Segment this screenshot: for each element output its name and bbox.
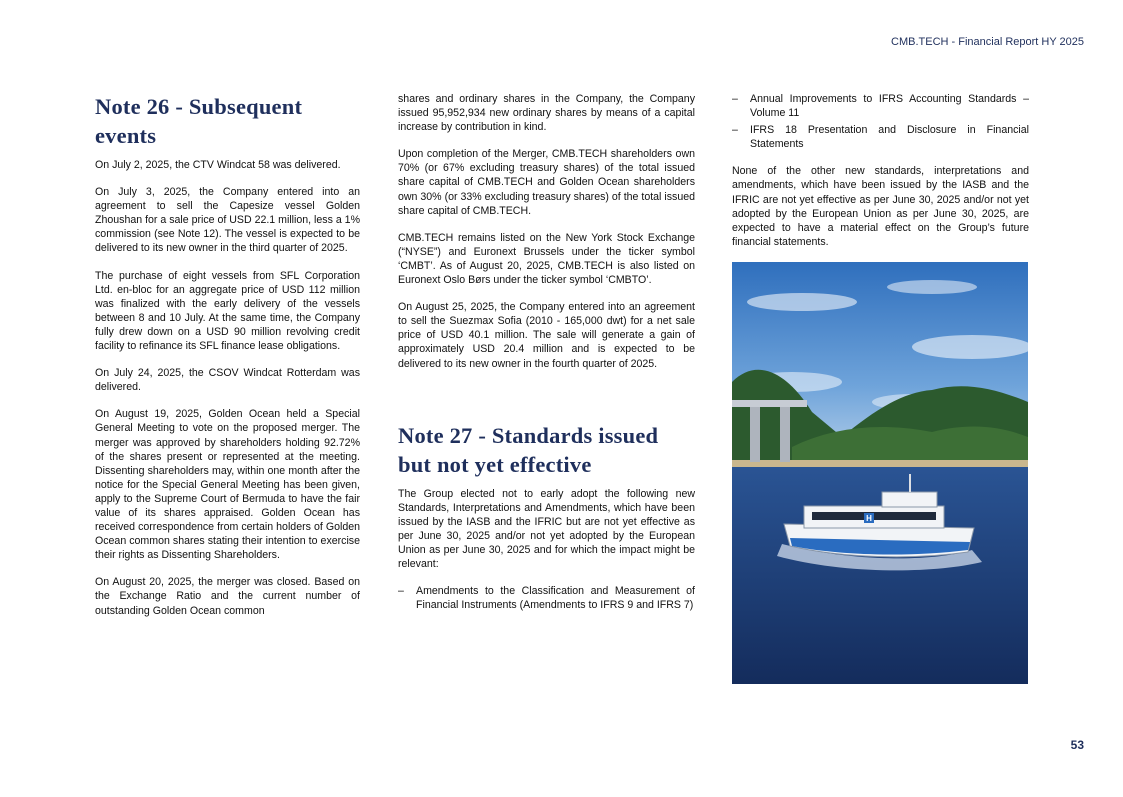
note-26-paragraph: On August 20, 2025, the merger was closed. Based on the Exchange Ratio and the current number of outstanding Golden Ocean common	[95, 576, 360, 617]
note-26-paragraph: On July 24, 2025, the CSOV Windcat Rotterdam was delivered.	[95, 367, 360, 394]
vessel-bridge	[882, 492, 937, 507]
note-26-paragraph: On July 3, 2025, the Company entered into an agreement to sell the Capesize vessel Golden Zhoushan for a sale price of USD 22.1 million, less a 1% commission (see Note 12). The vessel is expected to be delivered to its new owner in the third quarter of 2025.	[95, 186, 360, 255]
standards-list-item-text: Amendments to the Classification and Measurement of Financial Instruments (Amendments to IFRS 9 and IFRS 7)	[416, 585, 695, 612]
bullet-dash: –	[732, 93, 738, 105]
note-27-heading: Note 27 - Standards issued but not yet effective	[398, 422, 659, 477]
bridge-pier	[780, 407, 790, 462]
cloud	[887, 280, 977, 294]
column-3	[732, 92, 1029, 684]
standards-list-item	[732, 123, 1029, 151]
note-26-paragraph: On August 19, 2025, Golden Ocean held a Special General Meeting to vote on the proposed merger. The merger was approved by shareholders holding 92.72% of the shares present or represented at the meeting. Dissenting shareholders may, within one month after the notice for the Special General Meeting has been given, apply to the Supreme Court of Bermuda to have the fair value of its shares appraised. Golden Ocean has received correspondence from certain holders of Golden Ocean common shares stating their intention to exercise their rights as Dissenting Shareholders.	[95, 408, 360, 562]
note-26-paragraph: The purchase of eight vessels from SFL Corporation Ltd. en-bloc for an aggregate price of USD 112 million was finalized with the early delivery of the vessels between 8 and 10 July. At the same time, the Company fully drew down on a USD 90 million revolving credit facility to refinance its SFL finance lease obligations.	[95, 269, 360, 353]
bridge-pier	[750, 407, 760, 462]
sea	[732, 467, 1028, 684]
vessel-photo	[732, 262, 1028, 684]
note-27-closing: None of the other new standards, interpretations and amendments, which have been issued by the IASB and the IFRIC are not yet effective as per June 30, 2025 and/or not yet adopted by the European Union as per June 30, 2025, are expected to have a material effect on the Group’s future financial statements.	[732, 165, 1029, 248]
page-number: 53	[1070, 738, 1084, 752]
note-26-paragraph: On August 25, 2025, the Company entered into an agreement to sell the Suezmax Sofia (2010 - 165,000 dwt) for a net sale price of USD 40.1 million. The sale will generate a gain of approximately USD 20.4 million and is expected to be delivered to its new owner in the fourth quarter of 2025.	[398, 301, 695, 370]
bridge-deck	[732, 400, 807, 407]
note-26-paragraph: shares and ordinary shares in the Company, the Company issued 95,952,934 new ordinary shares by means of a capital increase by contribution in kind.	[398, 93, 695, 134]
note-26-paragraph: Upon completion of the Merger, CMB.TECH shareholders own 70% (or 67% excluding treasury shares) of the total issued share capital of CMB.TECH and Golden Ocean shareholders own 30% (or 33% excluding treasury shares) of the total issued share capital of CMB.TECH.	[398, 148, 695, 217]
cloud	[747, 293, 857, 311]
note-26-paragraph: On July 2, 2025, the CTV Windcat 58 was delivered.	[95, 159, 341, 171]
standards-list	[398, 584, 695, 612]
standards-list-item-text: Annual Improvements to IFRS Accounting Standards – Volume 11	[750, 93, 1029, 120]
vessel-badge-letter: H	[866, 513, 872, 523]
bullet-dash: –	[732, 124, 738, 137]
column-2	[398, 92, 695, 625]
column-1	[95, 92, 360, 631]
standards-list-item	[732, 92, 1029, 120]
report-header: CMB.TECH - Financial Report HY 2025	[891, 36, 1084, 48]
note-27-intro: The Group elected not to early adopt the following new Standards, Interpretations and Amendments, which have been issued by the IASB and the IFRIC but are not yet effective as per June 30, 2025 and/or not yet adopted by the European Union as per June 30, 2025 and for which the impact might be relevant:	[398, 487, 695, 571]
standards-list-item-text: IFRS 18 Presentation and Disclosure in Financial Statements	[750, 124, 1029, 151]
shoreline	[732, 460, 1028, 467]
cloud	[912, 335, 1028, 359]
standards-list-continued	[732, 92, 1029, 151]
bullet-dash: –	[398, 585, 404, 598]
note-26-heading: Note 26 - Subsequent events	[95, 94, 303, 148]
note-26-paragraph: CMB.TECH remains listed on the New York Stock Exchange (“NYSE”) and Euronext Brussels under the ticker symbol ‘CMBT’. As of August 20, 2025, CMB.TECH is also listed on Euronext Oslo Børs under the ticker symbol ‘CMBTO’.	[398, 231, 695, 287]
standards-list-item	[398, 584, 695, 612]
